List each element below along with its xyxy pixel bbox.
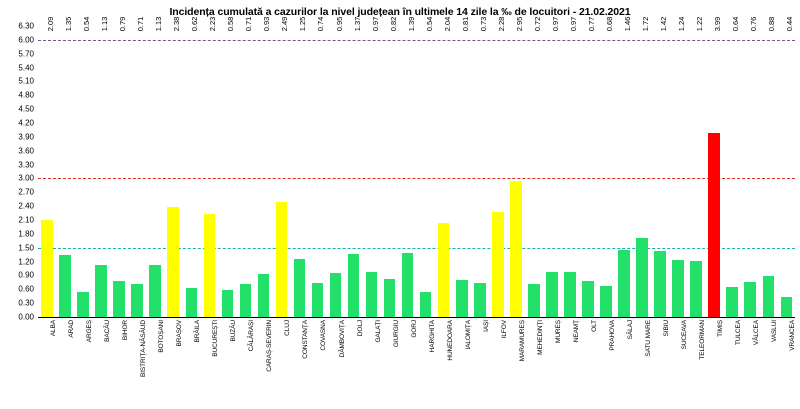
bar-slot xyxy=(507,16,525,317)
x-axis-category-label: TULCEA xyxy=(735,320,743,346)
x-axis-category-label: GALAȚI xyxy=(374,320,382,343)
bar-value-label: 1.25 xyxy=(298,16,308,32)
x-axis-category-label: DOLJ xyxy=(356,320,364,337)
x-label-slot xyxy=(128,318,146,404)
y-axis-tick-label: 1.80 xyxy=(18,229,34,239)
bar[interactable] xyxy=(204,214,216,317)
x-label-slot xyxy=(777,318,795,404)
x-label-slot xyxy=(38,318,56,404)
x-label-slot xyxy=(345,318,363,404)
y-axis-tick-label: 3.00 xyxy=(18,173,34,183)
x-axis-category-label: PRAHOVA xyxy=(608,320,616,351)
bar-value-label: 1.13 xyxy=(154,16,164,32)
x-axis-category-label: TELEORMAN xyxy=(699,320,707,360)
bar[interactable] xyxy=(240,284,252,317)
bar-value-label: 0.97 xyxy=(568,16,578,32)
bar-slot xyxy=(453,16,471,317)
x-axis-category-label: OLT xyxy=(590,320,598,332)
bar-slot xyxy=(489,16,507,317)
x-axis-category-label: NEAMȚ xyxy=(572,320,580,343)
bar-value-label: 0.73 xyxy=(478,16,488,32)
bar-slot xyxy=(218,16,236,317)
y-axis-tick-label: 0.60 xyxy=(18,284,34,294)
y-axis-tick-label: 5.40 xyxy=(18,63,34,73)
bar-slot xyxy=(579,16,597,317)
x-axis-category-label: IALOMIȚA xyxy=(464,320,472,350)
bar[interactable] xyxy=(276,202,288,317)
bar[interactable] xyxy=(294,259,306,317)
x-axis-category-label: VASLUI xyxy=(771,320,779,343)
x-label-slot xyxy=(687,318,705,404)
x-label-slot xyxy=(489,318,507,404)
x-axis-category-label: ALBA xyxy=(50,320,58,337)
x-label-slot xyxy=(417,318,435,404)
x-axis-category-label: ILFOV xyxy=(500,320,508,339)
bar-slot xyxy=(615,16,633,317)
bar[interactable] xyxy=(654,251,666,317)
bar-slot xyxy=(92,16,110,317)
plot-area xyxy=(18,16,795,322)
x-label-slot xyxy=(435,318,453,404)
bar-slot xyxy=(669,16,687,317)
bar[interactable] xyxy=(167,207,179,317)
bar-value-label: 0.93 xyxy=(262,16,272,32)
bar-value-label: 2.23 xyxy=(208,16,218,32)
y-axis-tick-label: 0.00 xyxy=(18,312,34,322)
bar[interactable] xyxy=(41,220,53,317)
y-axis-tick-label: 1.20 xyxy=(18,257,34,267)
bar-slot xyxy=(254,16,272,317)
x-label-slot xyxy=(254,318,272,404)
bar-slot xyxy=(236,16,254,317)
bar-slot xyxy=(327,16,345,317)
bar-value-label: 0.97 xyxy=(370,16,380,32)
x-label-slot xyxy=(290,318,308,404)
bar-slot xyxy=(345,16,363,317)
bar[interactable] xyxy=(402,253,414,317)
bar-slot xyxy=(471,16,489,317)
bar-slot xyxy=(543,16,561,317)
bar[interactable] xyxy=(528,284,540,317)
bar[interactable] xyxy=(781,297,793,317)
bar-slot xyxy=(110,16,128,317)
x-axis-category-label: BACĂU xyxy=(104,320,112,342)
bar-value-label: 1.13 xyxy=(100,16,110,32)
bar-slot xyxy=(633,16,651,317)
x-axis-category-label: BRĂILA xyxy=(194,320,202,343)
bar-value-label: 1.24 xyxy=(677,16,687,32)
bar-value-label: 2.04 xyxy=(442,16,452,32)
bar-value-label: 0.71 xyxy=(244,16,254,32)
bar[interactable] xyxy=(492,212,504,317)
x-label-slot xyxy=(669,318,687,404)
bar-value-label: 2.49 xyxy=(280,16,290,32)
bar-value-label: 0.68 xyxy=(604,16,614,32)
y-axis-tick-label: 2.10 xyxy=(18,215,34,225)
bar[interactable] xyxy=(312,283,324,317)
x-label-slot xyxy=(507,318,525,404)
bar-value-label: 1.46 xyxy=(623,16,633,32)
bar[interactable] xyxy=(438,223,450,317)
y-axis-tick-label: 2.40 xyxy=(18,201,34,211)
bar-value-label: 3.99 xyxy=(713,16,723,32)
x-label-slot xyxy=(92,318,110,404)
y-axis-tick-label: 4.80 xyxy=(18,90,34,100)
x-label-slot xyxy=(363,318,381,404)
bar-value-label: 1.22 xyxy=(695,16,705,32)
bar-slot xyxy=(74,16,92,317)
bar[interactable] xyxy=(618,250,630,317)
y-axis-tick-label: 3.30 xyxy=(18,160,34,170)
bar-slot xyxy=(399,16,417,317)
x-axis-category-label: HARGHITA xyxy=(428,320,436,353)
y-axis-tick-label: 0.90 xyxy=(18,270,34,280)
x-axis-category-label: VÂLCEA xyxy=(753,320,761,346)
bar-value-label: 0.62 xyxy=(190,16,200,32)
bar-value-label: 2.95 xyxy=(514,16,524,32)
bar[interactable] xyxy=(510,181,522,317)
x-axis-category-label: BUZĂU xyxy=(230,320,238,342)
x-label-slot xyxy=(272,318,290,404)
x-label-slot xyxy=(615,318,633,404)
bar-value-label: 0.79 xyxy=(118,16,128,32)
bar-value-label: 2.09 xyxy=(46,16,56,32)
x-label-slot xyxy=(164,318,182,404)
x-axis-category-label: SIBIU xyxy=(663,320,671,337)
x-axis-category-label: BRAȘOV xyxy=(176,320,184,347)
bar-slot xyxy=(417,16,435,317)
x-axis-category-label: HUNEDOARA xyxy=(446,320,454,361)
x-axis-category-label: DÂMBOVIȚA xyxy=(338,320,346,358)
y-axis-tick-label: 3.60 xyxy=(18,146,34,156)
x-axis-category-label: CLUJ xyxy=(284,320,292,336)
x-label-slot xyxy=(399,318,417,404)
x-label-slot xyxy=(705,318,723,404)
bar[interactable] xyxy=(636,238,648,317)
bar-slot xyxy=(308,16,326,317)
bar[interactable] xyxy=(726,287,738,317)
y-axis-tick-label: 4.20 xyxy=(18,118,34,128)
bar-value-label: 0.76 xyxy=(749,16,759,32)
y-axis-tick-label: 5.70 xyxy=(18,49,34,59)
x-label-slot xyxy=(525,318,543,404)
bar-slot xyxy=(56,16,74,317)
bar-value-label: 2.28 xyxy=(496,16,506,32)
x-label-slot xyxy=(471,318,489,404)
bar-slot xyxy=(182,16,200,317)
x-axis-category-label: BUCUREȘTI xyxy=(212,320,220,357)
bar[interactable] xyxy=(258,274,270,317)
x-axis-category-label: BISTRIȚA-NĂSĂUD xyxy=(140,320,148,378)
bar[interactable] xyxy=(384,279,396,317)
y-axis-tick-label: 1.50 xyxy=(18,243,34,253)
x-axis-category-label: ARGEȘ xyxy=(86,320,94,343)
bar-value-label: 0.54 xyxy=(424,16,434,32)
bar[interactable] xyxy=(672,260,684,317)
bar[interactable] xyxy=(330,273,342,317)
bar-slot xyxy=(381,16,399,317)
x-label-slot xyxy=(236,318,254,404)
bar-value-label: 0.58 xyxy=(226,16,236,32)
bar-slot xyxy=(705,16,723,317)
x-label-slot xyxy=(182,318,200,404)
bar[interactable] xyxy=(474,283,486,317)
bar-value-label: 1.39 xyxy=(406,16,416,32)
bar-slot xyxy=(290,16,308,317)
x-label-slot xyxy=(308,318,326,404)
bar-slot xyxy=(363,16,381,317)
x-axis-category-label: GORJ xyxy=(410,320,418,338)
x-label-slot xyxy=(327,318,345,404)
x-axis-category-label: BIHOR xyxy=(122,320,130,341)
x-label-slot xyxy=(200,318,218,404)
y-axis-tick-label: 6.00 xyxy=(18,35,34,45)
x-axis-category-label: CONSTANȚA xyxy=(302,320,310,359)
bar-value-label: 1.42 xyxy=(659,16,669,32)
bar-slot xyxy=(651,16,669,317)
x-axis-category-label: TIMIȘ xyxy=(717,320,725,337)
y-axis-tick-label: 2.70 xyxy=(18,187,34,197)
x-label-slot xyxy=(597,318,615,404)
bar-slot xyxy=(525,16,543,317)
x-axis-category-label: CĂLĂRAȘI xyxy=(248,320,256,352)
x-label-slot xyxy=(218,318,236,404)
bar[interactable] xyxy=(59,255,71,317)
bar-value-label: 0.81 xyxy=(460,16,470,32)
x-label-slot xyxy=(453,318,471,404)
bar-value-label: 1.72 xyxy=(641,16,651,32)
y-axis-tick-label: 3.90 xyxy=(18,132,34,142)
y-axis-tick-label: 4.50 xyxy=(18,104,34,114)
bar-value-label: 0.77 xyxy=(586,16,596,32)
bar-value-label: 0.97 xyxy=(550,16,560,32)
x-axis-category-label: SATU MARE xyxy=(645,320,653,357)
bar-slot xyxy=(777,16,795,317)
bar[interactable] xyxy=(222,290,234,317)
x-axis-category-label: ARAD xyxy=(68,320,76,338)
y-axis-tick-label: 5.10 xyxy=(18,76,34,86)
x-label-slot xyxy=(723,318,741,404)
bar-slot xyxy=(741,16,759,317)
x-label-slot xyxy=(633,318,651,404)
y-axis-tick-label: 6.30 xyxy=(18,21,34,31)
bar-value-label: 0.88 xyxy=(767,16,777,32)
x-label-slot xyxy=(543,318,561,404)
x-axis-category-label: MARAMUREȘ xyxy=(518,320,526,362)
x-label-slot xyxy=(759,318,777,404)
bar[interactable] xyxy=(546,272,558,317)
x-axis-category-label: IAȘI xyxy=(482,320,490,332)
bar[interactable] xyxy=(131,284,143,317)
x-axis-category-label: MEHEDINȚI xyxy=(536,320,544,355)
bar[interactable] xyxy=(744,282,756,317)
bar-value-label: 1.35 xyxy=(64,16,74,32)
bar-value-label: 0.74 xyxy=(316,16,326,32)
bar[interactable] xyxy=(366,272,378,317)
bar[interactable] xyxy=(564,272,576,317)
bar-slot xyxy=(723,16,741,317)
bar-slot xyxy=(200,16,218,317)
bar-value-label: 0.64 xyxy=(731,16,741,32)
bar-value-label: 0.44 xyxy=(785,16,795,32)
bar-value-label: 2.38 xyxy=(172,16,182,32)
chart-title: Incidența cumulată a cazurilor la nivel județean în ultimele 14 zile la ‰ de locuitori - 21.02.2021 xyxy=(169,6,631,18)
x-axis-labels xyxy=(38,318,795,404)
bar[interactable] xyxy=(95,265,107,317)
x-label-slot xyxy=(56,318,74,404)
bar-slot xyxy=(272,16,290,317)
bar[interactable] xyxy=(763,276,775,317)
x-label-slot xyxy=(651,318,669,404)
x-label-slot xyxy=(381,318,399,404)
bar[interactable] xyxy=(690,261,702,317)
bar-slot xyxy=(435,16,453,317)
bar-value-label: 0.72 xyxy=(532,16,542,32)
bar[interactable] xyxy=(77,292,89,317)
bar-value-label: 0.82 xyxy=(388,16,398,32)
bar-value-label: 0.71 xyxy=(136,16,146,32)
bar[interactable] xyxy=(420,292,432,317)
x-label-slot xyxy=(74,318,92,404)
bar-series xyxy=(38,16,795,317)
bar[interactable] xyxy=(149,265,161,317)
bar-slot xyxy=(128,16,146,317)
x-label-slot xyxy=(561,318,579,404)
x-axis-category-label: SUCEAVA xyxy=(681,320,689,350)
bar-value-label: 0.54 xyxy=(82,16,92,32)
bar-slot xyxy=(146,16,164,317)
x-axis-category-label: SĂLAJ xyxy=(627,320,635,340)
x-axis-category-label: VRANCEA xyxy=(789,320,797,351)
bar-slot xyxy=(38,16,56,317)
bar-slot xyxy=(597,16,615,317)
bar[interactable] xyxy=(186,288,198,317)
bar[interactable] xyxy=(600,286,612,317)
bar-value-label: 1.37 xyxy=(352,16,362,32)
bar-value-label: 0.95 xyxy=(334,16,344,32)
bar-slot xyxy=(164,16,182,317)
bar-slot xyxy=(687,16,705,317)
x-axis-category-label: BOTOȘANI xyxy=(158,320,166,353)
x-axis-category-label: CARAȘ-SEVERIN xyxy=(266,320,274,372)
bar[interactable] xyxy=(348,254,360,317)
y-axis-tick-label: 0.30 xyxy=(18,298,34,308)
bar[interactable] xyxy=(456,280,468,317)
bar[interactable] xyxy=(582,281,594,317)
x-label-slot xyxy=(110,318,128,404)
bar-slot xyxy=(759,16,777,317)
x-axis-category-label: MUREȘ xyxy=(554,320,562,343)
bar[interactable] xyxy=(113,281,125,317)
x-label-slot xyxy=(146,318,164,404)
bar[interactable] xyxy=(708,133,720,317)
bar-slot xyxy=(561,16,579,317)
x-axis-category-label: COVASNA xyxy=(320,320,328,351)
x-axis-category-label: GIURGIU xyxy=(392,320,400,348)
x-label-slot xyxy=(579,318,597,404)
x-label-slot xyxy=(741,318,759,404)
